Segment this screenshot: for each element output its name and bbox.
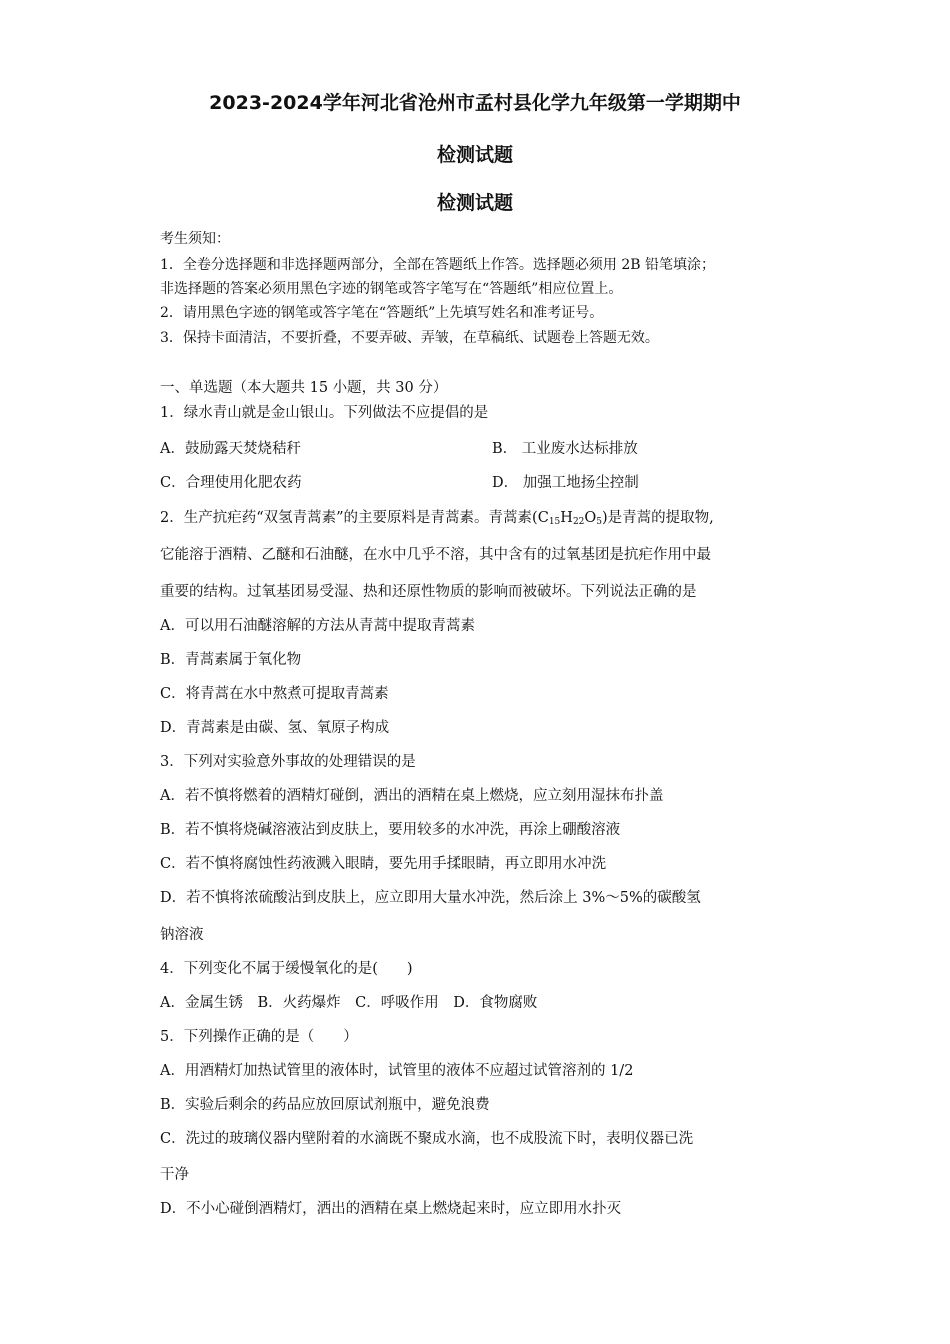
option-b: B．实验后剩余的药品应放回原试剂瓶中，避免浪费 bbox=[160, 1097, 490, 1113]
note-item: 3．保持卡面清洁，不要折叠，不要弄破、弄皱，在草稿纸、试题卷上答题无效。 bbox=[160, 330, 659, 346]
stem-text: )是青蒿的提取物, bbox=[602, 510, 714, 526]
option-d: D．若不慎将浓硫酸沾到皮肤上，应立即用大量水冲洗，然后涂上 3%～5%的碳酸氢 bbox=[160, 890, 701, 906]
exam-subtitle-repeat: 检测试题 bbox=[436, 192, 513, 214]
section-heading: 一、单选题（本大题共 15 小题，共 30 分） bbox=[160, 380, 448, 396]
option-d: D． 加强工地扬尘控制 bbox=[492, 475, 639, 491]
option-a: A．鼓励露天焚烧秸秆 bbox=[160, 441, 301, 457]
option-a: A．用酒精灯加热试管里的液体时，试管里的液体不应超过试管溶剂的 1/2 bbox=[160, 1063, 634, 1079]
option-b: B．若不慎将烧碱溶液沾到皮肤上，要用较多的水冲洗，再涂上硼酸溶液 bbox=[160, 822, 621, 838]
question-stem-cont: 它能溶于酒精、乙醚和石油醚，在水中几乎不溶，其中含有的过氧基团是抗疟作用中最 bbox=[160, 547, 711, 563]
question-stem: 3．下列对实验意外事故的处理错误的是 bbox=[160, 754, 416, 770]
question-stem: 1．绿水青山就是金山银山。下列做法不应提倡的是 bbox=[160, 405, 489, 421]
option-b: B． 工业废水达标排放 bbox=[492, 441, 638, 457]
option-a: A．可以用石油醚溶解的方法从青蒿中提取青蒿素 bbox=[160, 618, 475, 634]
exam-subtitle: 检测试题 bbox=[436, 144, 513, 166]
note-item: 2．请用黑色字迹的钢笔或答字笔在“答题纸”上先填写姓名和准考证号。 bbox=[160, 305, 604, 321]
option-d: D．青蒿素是由碳、氢、氧原子构成 bbox=[160, 720, 390, 736]
question-stem bbox=[160, 506, 714, 527]
chemical-formula: $C_{15}H_{22}O_5$ bbox=[537, 510, 603, 527]
exam-title: 2023-2024学年河北省沧州市孟村县化学九年级第一学期期中 bbox=[209, 92, 741, 114]
question-stem-cont: 重要的结构。过氧基团易受湿、热和还原性物质的影响而被破坏。下列说法正确的是 bbox=[160, 584, 697, 600]
note-item: 1．全卷分选择题和非选择题两部分，全部在答题纸上作答。选择题必须用 2B 铅笔填涂； bbox=[160, 257, 716, 273]
option-c: C．合理使用化肥农药 bbox=[160, 475, 302, 491]
option-c: C．若不慎将腐蚀性药液溅入眼睛，要先用手揉眼睛，再立即用水冲洗 bbox=[160, 856, 607, 872]
option-d: D．不小心碰倒酒精灯，洒出的酒精在桌上燃烧起来时，应立即用水扑灭 bbox=[160, 1201, 622, 1217]
question-stem: 5．下列操作正确的是（ ） bbox=[160, 1029, 358, 1045]
question-stem: 4．下列变化不属于缓慢氧化的是( ) bbox=[160, 961, 413, 977]
stem-text: 2．生产抗疟药“双氢青蒿素”的主要原料是青蒿素。青蒿素( bbox=[160, 510, 538, 526]
option-c-cont: 干净 bbox=[160, 1167, 189, 1183]
note-item: 非选择题的答案必须用黑色字迹的钢笔或答字笔写在“答题纸”相应位置上。 bbox=[160, 281, 623, 297]
options-row: A．金属生锈 B．火药爆炸 C．呼吸作用 D．食物腐败 bbox=[160, 995, 538, 1011]
option-a: A．若不慎将燃着的酒精灯碰倒，洒出的酒精在桌上燃烧，应立刻用湿抹布扑盖 bbox=[160, 788, 664, 804]
option-c: C．将青蒿在水中熬煮可提取青蒿素 bbox=[160, 686, 389, 702]
notes-heading: 考生须知： bbox=[160, 231, 230, 247]
option-d-cont: 钠溶液 bbox=[160, 927, 204, 943]
option-b: B．青蒿素属于氧化物 bbox=[160, 652, 302, 668]
option-c: C．洗过的玻璃仪器内壁附着的水滴既不聚成水滴，也不成股流下时，表明仪器已洗 bbox=[160, 1131, 694, 1147]
